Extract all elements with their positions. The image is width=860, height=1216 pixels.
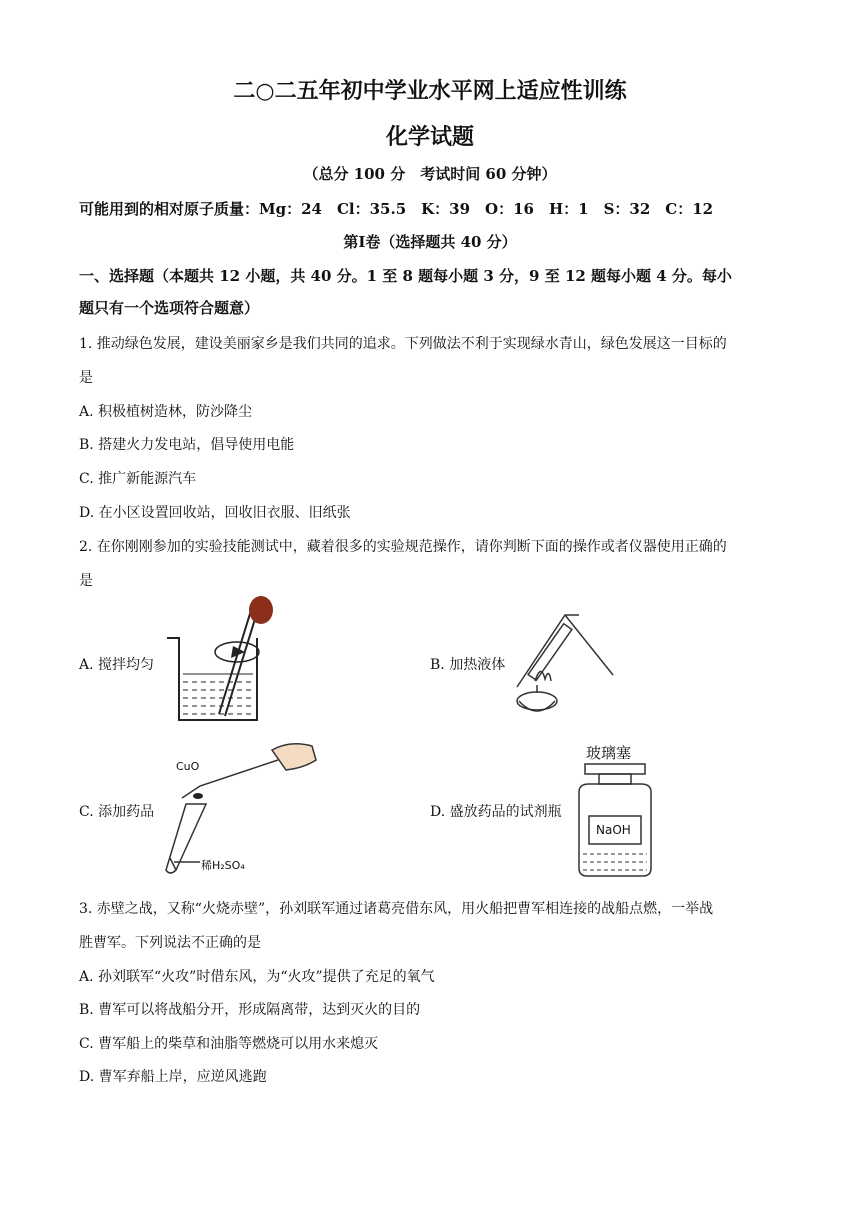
q1-option-a[interactable]: A. 积极植树造林，防沙降尘 [79, 404, 253, 420]
q3-option-d[interactable]: D. 曹军弃船上岸，应逆风逃跑 [79, 1069, 267, 1085]
acid-label: 稀H₂SO₄ [201, 859, 245, 872]
q3-option-b[interactable]: B. 曹军可以将战船分开，形成隔离带，达到灭火的目的 [79, 1002, 421, 1018]
q2-option-a[interactable]: A. 搅拌均匀 [79, 657, 155, 673]
q1-stem: 1. 推动绿色发展，建设美丽家乡是我们共同的追求。下列做法不利于实现绿水青山，绿色发展这一目标的 [79, 336, 727, 352]
q1-stem-cont: 是 [79, 370, 93, 386]
stirring-beaker-figure [165, 596, 285, 726]
atomic-masses: 可能用到的相对原子质量：Mg：24 Cl：35.5 K：39 O：16 H：1 S：32 C：12 [79, 200, 714, 218]
exam-info: （总分 100 分 考试时间 60 分钟） [303, 165, 557, 183]
q3-stem-cont: 胜曹军。下列说法不正确的是 [79, 935, 261, 951]
q2-option-b[interactable]: B. 加热液体 [430, 657, 506, 673]
q2-stem-cont: 是 [79, 573, 93, 589]
q1-option-d[interactable]: D. 在小区设置回收站，回收旧衣服、旧纸张 [79, 505, 351, 521]
exam-title: 二○二五年初中学业水平网上适应性训练 [233, 78, 627, 104]
q3-stem: 3. 赤壁之战，又称“火烧赤壁”，孙刘联军通过诸葛亮借东风，用火船把曹军相连接的战船点燃，一举战 [79, 901, 714, 917]
q3-option-c[interactable]: C. 曹军船上的柴草和油脂等燃烧可以用水来熄灭 [79, 1036, 379, 1052]
stopper-label: 玻璃塞 [586, 744, 632, 762]
q2-stem: 2. 在你刚刚参加的实验技能测试中，藏着很多的实验规范操作，请你判断下面的操作或者仪器使用正确的 [79, 539, 727, 555]
heating-liquid-figure [505, 605, 625, 720]
q1-option-b[interactable]: B. 搭建火力发电站，倡导使用电能 [79, 437, 295, 453]
cuo-label: CuO [176, 760, 200, 773]
naoh-label: NaOH [596, 823, 631, 837]
section-heading-cont: 题只有一个选项符合题意） [79, 299, 260, 317]
section-heading: 一、选择题（本题共 12 小题，共 40 分。1 至 8 题每小题 3 分，9 至 12 题每小题 4 分。每小 [79, 267, 732, 285]
q2-option-d[interactable]: D. 盛放药品的试剂瓶 [430, 804, 562, 820]
reagent-bottle-figure [575, 760, 655, 880]
q3-option-a[interactable]: A. 孙刘联军“火攻”时借东风，为“火攻”提供了充足的氧气 [79, 969, 435, 985]
q2-option-c[interactable]: C. 添加药品 [79, 804, 155, 820]
subject-title: 化学试题 [385, 124, 474, 150]
adding-reagent-figure [160, 740, 320, 880]
q1-option-c[interactable]: C. 推广新能源汽车 [79, 471, 197, 487]
volume-heading: 第Ⅰ卷（选择题共 40 分） [343, 233, 517, 251]
